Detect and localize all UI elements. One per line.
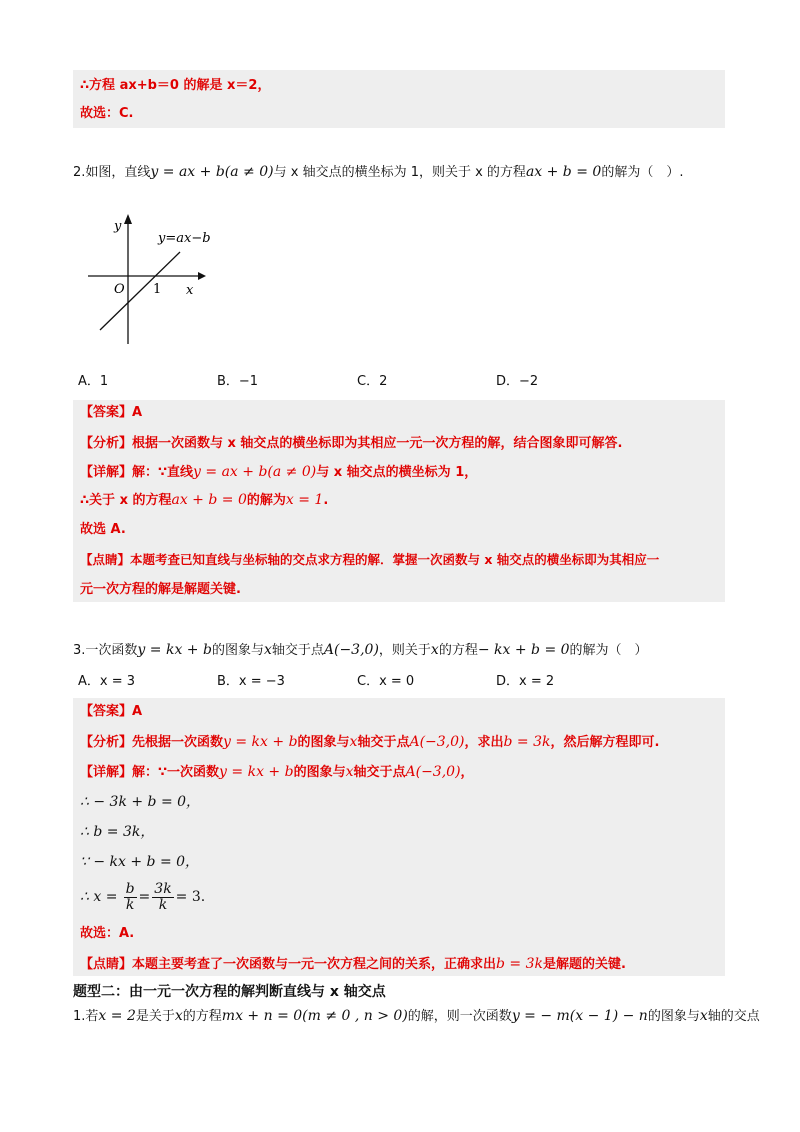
fraction-3k-over-k: $\frac{3k}{k}$ bbox=[154, 881, 172, 913]
q3-choose: 故选：A. bbox=[80, 926, 135, 941]
q2-analysis: 【分析】根据一次函数与 x 轴交点的横坐标即为其相应一元一次方程的解，结合图象即可解答. bbox=[80, 436, 623, 451]
section-heading: 题型二：由一元一次方程的解判断直线与 x 轴交点 bbox=[73, 984, 386, 1000]
x-axis-label: x bbox=[186, 283, 194, 298]
q3-option-d: D．x = 2 bbox=[496, 674, 555, 689]
line-label: y=ax−b bbox=[158, 231, 211, 246]
q3-option-a: A．x = 3 bbox=[78, 674, 136, 689]
y-axis-arrow bbox=[124, 214, 132, 224]
q3-detail: 【详解】解：∵一次函数y = kx + b的图象与x轴交于点A(−3,0)， bbox=[80, 764, 474, 780]
line-graph-figure bbox=[84, 212, 214, 348]
q3-step-1: ∴ − 3k + b = 0， bbox=[80, 794, 201, 810]
q3-step-4: ∴ x = $\frac{b}{k}$ = $\frac{3k}{k}$ = 3. bbox=[80, 881, 206, 913]
q2-option-c: C．2 bbox=[357, 374, 388, 389]
q2-option-d: D．−2 bbox=[496, 374, 539, 389]
origin-label: O bbox=[114, 282, 125, 297]
q2-conclusion: ∴关于 x 的方程ax + b = 0的解为x = 1. bbox=[80, 492, 329, 508]
q2-comment-2: 元一次方程的解是解题关键. bbox=[80, 582, 241, 597]
q3-option-b: B．x = −3 bbox=[217, 674, 285, 689]
section2-question-1-stem: 1.若x = 2是关于x的方程mx + n = 0(m ≠ 0 , n > 0)的解，则一次函数y = − m(x − 1) − n的图象与x轴的交点 bbox=[73, 1008, 760, 1024]
tick-1-label: 1 bbox=[153, 282, 162, 297]
question-3-stem: 3.一次函数y = kx + b的图象与x轴交于点A(−3,0)，则关于x的方程− kx + b = 0的解为（ ） bbox=[73, 642, 648, 658]
q3-option-c: C．x = 0 bbox=[357, 674, 415, 689]
y-axis-label: y bbox=[114, 219, 122, 234]
function-line bbox=[100, 252, 180, 330]
q2-comment-1: 【点睛】本题考查已知直线与坐标轴的交点求方程的解．掌握一次函数与 x 轴交点的横坐标即为其相应一 bbox=[80, 552, 660, 567]
q2-option-a: A．1 bbox=[78, 374, 109, 389]
q3-answer: 【答案】A bbox=[80, 704, 143, 719]
q2-detail: 【详解】解：∵直线y = ax + b(a ≠ 0)与 x 轴交点的横坐标为 1， bbox=[80, 464, 478, 480]
fraction-b-over-k: $\frac{b}{k}$ bbox=[125, 881, 135, 913]
q3-comment: 【点睛】本题主要考查了一次函数与一元一次方程之间的关系，正确求出b = 3k是解题的关键. bbox=[80, 956, 626, 972]
x-axis-arrow bbox=[198, 272, 206, 280]
q2-option-b: B．−1 bbox=[217, 374, 259, 389]
prev-choose-line: 故选：C. bbox=[80, 106, 134, 121]
q2-answer: 【答案】A bbox=[80, 405, 143, 420]
q3-step-3: ∵ − kx + b = 0， bbox=[80, 854, 200, 870]
question-2-stem: 2.如图，直线y = ax + b(a ≠ 0)与 x 轴交点的横坐标为 1，则关于 x 的方程ax + b = 0的解为（ ）. bbox=[73, 164, 684, 180]
q3-step-2: ∴ b = 3k， bbox=[80, 824, 155, 840]
prev-solution-line: ∴方程 ax+b＝0 的解是 x＝2， bbox=[80, 78, 271, 93]
q3-analysis: 【分析】先根据一次函数y = kx + b的图象与x轴交于点A(−3,0)，求出b = 3k，然后解方程即可. bbox=[80, 734, 660, 750]
q2-choose: 故选 A. bbox=[80, 522, 126, 537]
